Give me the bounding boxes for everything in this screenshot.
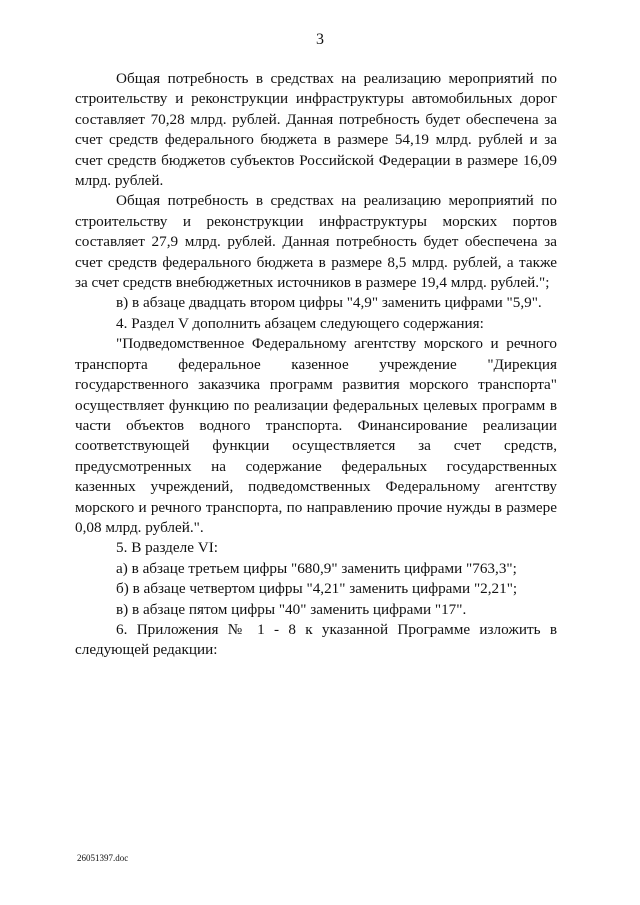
document-body [75,69,557,661]
paragraph-item-5: 5. В разделе VI: [116,539,219,557]
paragraph-item-5b: б) в абзаце четвертом цифры "4,21" заменить цифрами "2,21"; [116,580,518,598]
paragraph-item-6: 6. Приложения № 1 - 8 к указанной Программе изложить в следующей редакции: [75,620,557,659]
paragraph-road-funding: Общая потребность в средствах на реализацию мероприятий по строительству и реконструкции инфраструктуры автомобильных дорог составляет 70,28 млрд. рублей. Данная потребность будет обеспечена за счет средств федерального бюджета в размере 54,19 млрд. рублей и за счет средств бюджетов субъектов Российской Федерации в размере 16,09 млрд. рублей. [75,70,557,190]
page-number: 3 [316,31,324,48]
paragraph-directorate-quote: "Подведомственное Федеральному агентству морского и речного транспорта федеральное казенное учреждение "Дирекция государственного заказчика программ развития морского транспорта" осуществляет функцию по реализации федеральных целевых программ в части объектов водного транспорта. Финансирование реализации соответствующей функции осуществляется за счет средств, предусмотренных на содержание федеральных государственных казенных учреждений, подведомственных Федеральному агентству морского и речного транспорта, по направлению прочие нужды в размере 0,08 млрд. рублей.". [75,335,557,536]
paragraph-item-5v: в) в абзаце пятом цифры "40" заменить цифрами "17". [116,600,467,618]
paragraph-item-5a: а) в абзаце третьем цифры "680,9" заменить цифрами "763,3"; [116,559,517,577]
footer-filename: 26051397.doc [77,853,129,863]
paragraph-amendment-v: в) в абзаце двадцать втором цифры "4,9" заменить цифрами "5,9". [116,294,542,312]
paragraph-port-funding: Общая потребность в средствах на реализацию мероприятий по строительству и реконструкции инфраструктуры морских портов составляет 27,9 млрд. рублей. Данная потребность будет обеспечена за счет средств федерального бюджета в размере 8,5 млрд. рублей, а также за счет средств внебюджетных источников в размере 19,4 млрд. рублей."; [75,192,557,292]
paragraph-item-4: 4. Раздел V дополнить абзацем следующего содержания: [116,314,484,332]
